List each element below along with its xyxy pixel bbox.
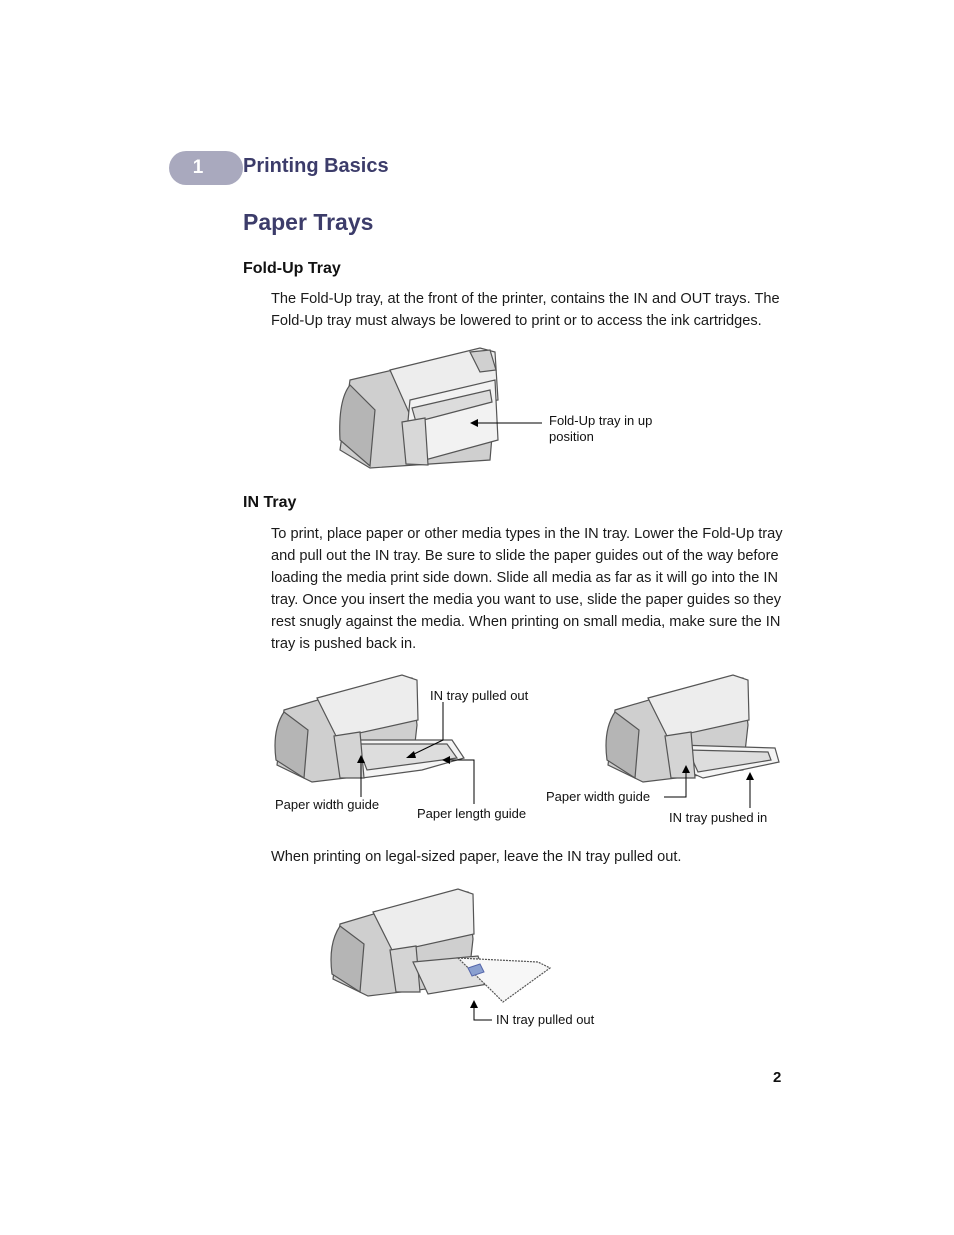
callout-in-tray-pushed-in: IN tray pushed in — [669, 810, 768, 825]
in-tray-paragraph — [271, 523, 783, 655]
callout-leader-pulled-out — [400, 700, 460, 760]
callout-fold-up-tray — [549, 413, 652, 445]
page-title: Paper Trays — [243, 209, 374, 235]
fold-up-tray-paragraph — [271, 288, 780, 332]
callout-leader-width-guide — [355, 755, 367, 800]
callout-line: position — [549, 429, 594, 444]
callout-paper-width-guide-right: Paper width guide — [546, 789, 651, 804]
callout-paper-length-guide: Paper length guide — [417, 806, 527, 821]
printer-fold-up-tray-illustration — [330, 340, 670, 475]
paragraph-line: rest snugly against the media. When printing on small media, make sure the IN — [271, 614, 781, 630]
printer-legal-paper-illustration — [328, 884, 553, 1004]
section-heading-fold-up-tray: Fold-Up Tray — [243, 260, 341, 277]
callout-line: Fold-Up tray in up — [549, 413, 653, 428]
paragraph-line: tray is pushed back in. — [271, 636, 417, 652]
paragraph-line: To print, place paper or other media types in the IN tray. Lower the Fold-Up tray — [271, 526, 783, 542]
callout-leader-width-guide-right — [662, 765, 692, 801]
callout-paper-width-guide-left: Paper width guide — [275, 797, 380, 812]
section-heading-in-tray: IN Tray — [243, 494, 297, 511]
callout-legal-in-tray-pulled-out: IN tray pulled out — [496, 1012, 595, 1027]
chapter-number-badge: 1 — [169, 151, 243, 185]
paragraph-line: tray. Once you insert the media you want to use, slide the paper guides so they — [271, 592, 781, 608]
callout-leader-pushed-in — [744, 772, 756, 810]
paragraph-line: loading the media print side down. Slide all media as far as it will go into the IN — [271, 570, 778, 586]
paragraph-line: and pull out the IN tray. Be sure to slide the paper guides out of the way before — [271, 548, 779, 564]
callout-leader-fold-up — [470, 415, 545, 431]
callout-in-tray-pulled-out: IN tray pulled out — [430, 688, 529, 703]
printer-in-tray-pushed-in-illustration — [603, 670, 783, 785]
paragraph-line: The Fold-Up tray, at the front of the printer, contains the IN and OUT trays. The — [271, 291, 780, 307]
paragraph-line: Fold-Up tray must always be lowered to print or to access the ink cartridges. — [271, 313, 762, 329]
callout-leader-length-guide — [440, 758, 480, 806]
page-number: 2 — [773, 1069, 782, 1086]
chapter-title: Printing Basics — [243, 155, 389, 177]
callout-leader-legal-pulled-out — [468, 1000, 498, 1024]
legal-paper-note: When printing on legal-sized paper, leave the IN tray pulled out. — [271, 849, 682, 865]
